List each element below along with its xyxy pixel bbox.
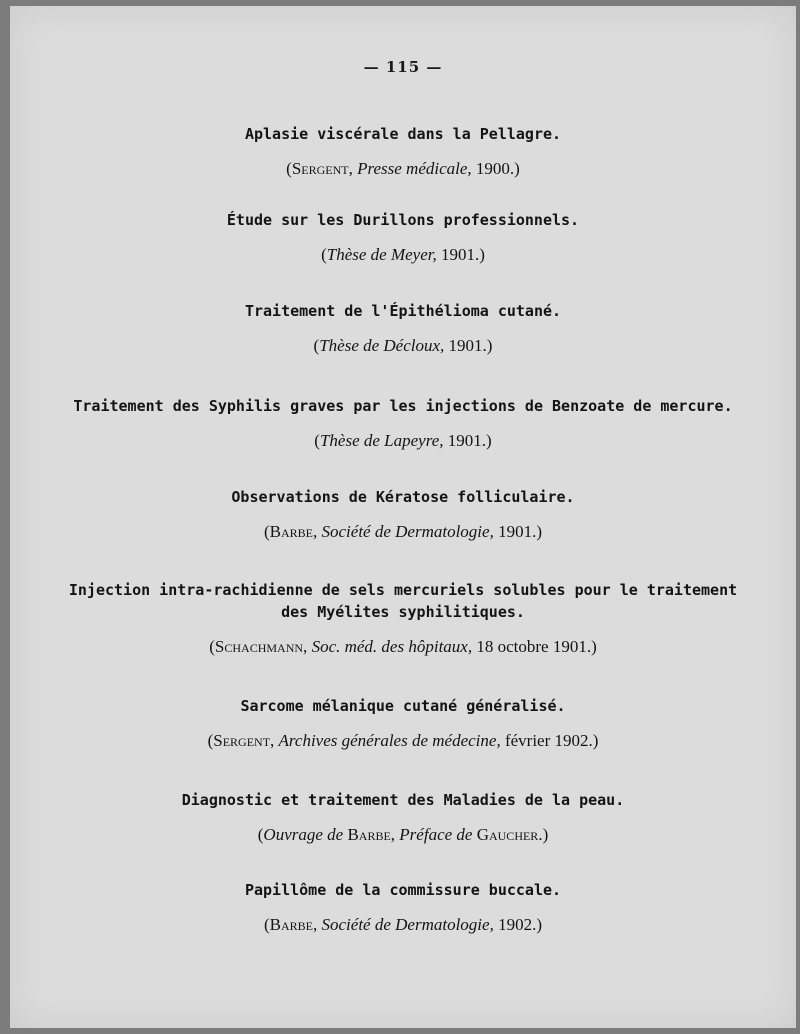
citation-date: 1901.): [448, 336, 493, 355]
entry-title: Étude sur les Durillons professionnels.: [226, 211, 580, 229]
citation-source: Société de Dermatologie,: [321, 522, 494, 541]
entry-title: Sarcome mélanique cutané généralisé.: [240, 697, 566, 715]
citation-open-paren: (: [264, 522, 270, 541]
citation-open-paren: (: [209, 637, 215, 656]
entry-citation: [10, 914, 796, 936]
bibliography-entry: [10, 301, 796, 357]
citation-source: Presse médicale,: [357, 159, 472, 178]
entry-citation: [10, 636, 796, 658]
citation-source: Thèse de Meyer,: [326, 245, 437, 264]
citation-date: 1901.): [441, 245, 485, 264]
citation-open-paren: (: [313, 336, 320, 355]
document-page: [10, 6, 796, 1028]
citation-open-paren: (: [321, 245, 327, 264]
citation-date: 1902.): [498, 915, 542, 934]
bibliography-entry: [10, 696, 796, 752]
entry-citation: [10, 335, 796, 357]
citation-prefix: Ouvrage de: [263, 825, 344, 844]
citation-date: 1900.): [475, 159, 520, 178]
citation-source: Société de Dermatologie,: [321, 915, 494, 934]
citation-date: 18 octobre 1901.): [476, 637, 597, 656]
citation-open-paren: (: [314, 431, 320, 450]
citation-open-paren: (: [257, 825, 264, 844]
page-number: — 115 —: [363, 58, 443, 76]
citation-source: Soc. méd. des hôpitaux,: [311, 637, 473, 656]
bibliography-entry: [10, 880, 796, 936]
entry-title-line-1: Injection intra-rachidienne de sels mercuriels solubles pour le traitement: [68, 581, 738, 599]
entry-citation: [10, 521, 796, 543]
citation-author: Barbe,: [269, 522, 318, 541]
bibliography-entry: [10, 487, 796, 543]
entry-citation: [10, 730, 796, 752]
entry-title-line-2: des Myélites syphilitiques.: [281, 603, 525, 621]
citation-date: 1901.): [447, 431, 492, 450]
citation-middle: Préface de: [399, 825, 473, 844]
entry-citation: [10, 824, 796, 846]
citation-author: Sergent,: [213, 731, 275, 750]
citation-open-paren: (: [286, 159, 292, 178]
bibliography-entry: [10, 580, 796, 658]
entry-title: Papillôme de la commissure buccale.: [244, 881, 562, 899]
entry-title: Observations de Kératose folliculaire.: [231, 488, 575, 506]
citation-source: Thèse de Lapeyre,: [319, 431, 444, 450]
citation-author: Barbe,: [269, 915, 318, 934]
citation-author: Barbe,: [347, 825, 396, 844]
citation-open-paren: (: [264, 915, 270, 934]
citation-open-paren: (: [207, 731, 214, 750]
entry-title: Traitement de l'Épithélioma cutané.: [244, 302, 562, 320]
entry-title: Diagnostic et traitement des Maladies de la peau.: [181, 791, 625, 809]
entry-title: Aplasie viscérale dans la Pellagre.: [244, 125, 562, 143]
citation-author: Sergent,: [291, 159, 353, 178]
bibliography-entry: [10, 210, 796, 266]
citation-source: Thèse de Décloux,: [319, 336, 445, 355]
entry-citation: [10, 244, 796, 266]
entry-title: Traitement des Syphilis graves par les injections de Benzoate de mercure.: [73, 397, 733, 415]
bibliography-entry: [10, 124, 796, 180]
entry-citation: [10, 158, 796, 180]
citation-source: Archives générales de médecine,: [278, 731, 501, 750]
bibliography-entry: [10, 790, 796, 846]
bibliography-entry: [10, 396, 796, 452]
citation-author: Schachmann,: [214, 637, 308, 656]
entry-citation: [10, 430, 796, 452]
citation-author-2: Gaucher.): [476, 825, 549, 844]
citation-date: 1901.): [498, 522, 542, 541]
citation-date: février 1902.): [504, 731, 599, 750]
